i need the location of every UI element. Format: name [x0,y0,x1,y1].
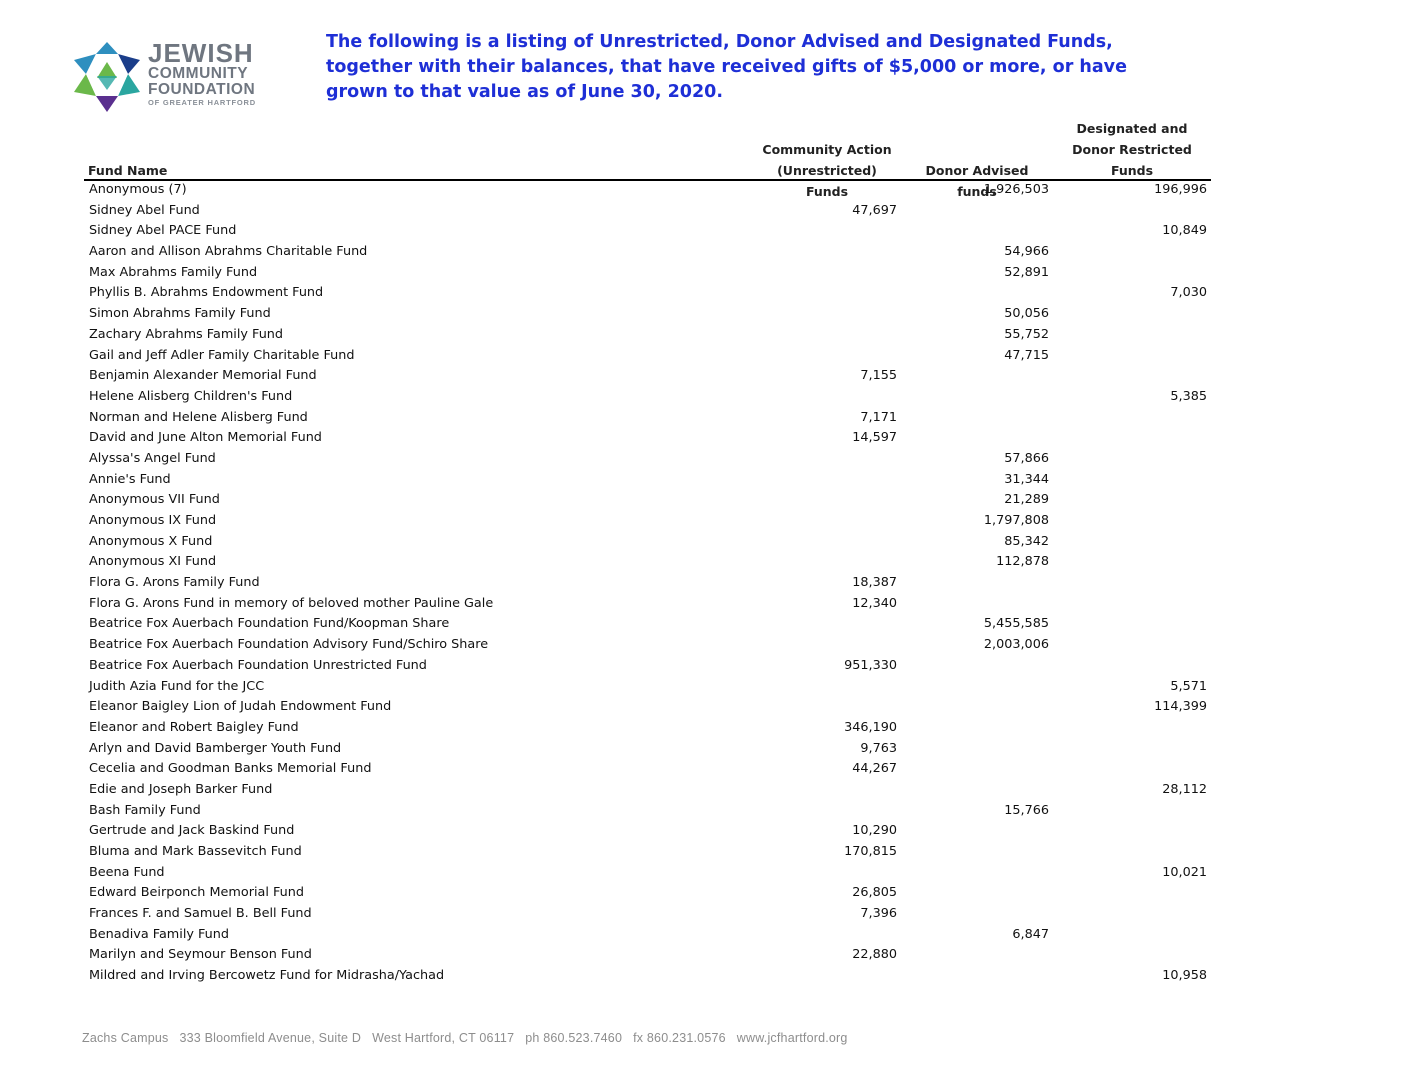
table-row [0,449,1408,470]
fund-name-cell: Helene Alisberg Children's Fund [89,388,293,404]
designated-cell: 28,112 [1162,781,1207,797]
table-row [0,718,1408,739]
table-row [0,759,1408,780]
community-action-cell: 14,597 [852,430,897,446]
table-row [0,925,1408,946]
table-row [0,532,1408,553]
fund-name-cell: Zachary Abrahms Family Fund [89,326,284,342]
designated-cell: 10,849 [1162,223,1207,239]
fund-name-cell: Judith Azia Fund for the JCC [89,678,265,694]
designated-cell: 5,571 [1170,678,1207,694]
fund-name-cell: Sidney Abel Fund [89,202,200,218]
donor-advised-cell: 15,766 [1004,802,1049,818]
community-action-cell: 7,396 [860,906,897,922]
column-header-designated [1066,118,1198,181]
fund-name-cell: Max Abrahms Family Fund [89,264,258,280]
community-action-cell: 18,387 [852,575,897,591]
table-row [0,656,1408,677]
fund-name-cell: Flora G. Arons Family Fund [89,575,260,591]
column-header-community-line1: Community Action [762,142,892,157]
designated-cell: 5,385 [1170,388,1207,404]
donor-advised-cell: 57,866 [1004,450,1049,466]
table-row [0,242,1408,263]
donor-advised-cell: 85,342 [1004,533,1049,549]
donor-advised-cell: 1,797,808 [983,513,1049,528]
fund-name-cell: Annie's Fund [89,471,171,487]
fund-name-cell: Bluma and Mark Bassevitch Fund [89,844,302,859]
logo-line-foundation: FOUNDATION [148,81,256,98]
logo-wordmark [148,40,256,108]
fund-name-cell: Sidney Abel PACE Fund [89,223,237,239]
table-row [0,966,1408,987]
fund-name-cell: Anonymous IX Fund [89,513,217,528]
intro-heading: The following is a listing of Unrestricted, Donor Advised and Designated Funds, together with their balances, that have received gifts of $5,000 or more, or have grown to that value as of June 30, 2020. [326,32,1127,102]
designated-cell: 10,958 [1162,968,1207,984]
table-row [0,904,1408,925]
donor-advised-cell: 112,878 [996,554,1049,570]
fund-name-cell: Gail and Jeff Adler Family Charitable Fund [89,347,355,363]
donor-advised-cell: 50,056 [1004,306,1049,322]
fund-name-cell: Benadiva Family Fund [89,926,230,942]
table-row [0,594,1408,615]
table-row [0,697,1408,718]
logo-line-jewish: JEWISH [148,38,254,68]
column-header-designated-line2: Donor Restricted [1072,142,1192,157]
table-row [0,387,1408,408]
table-row [0,863,1408,884]
fund-name-cell: Beatrice Fox Auerbach Foundation Unrestricted Fund [89,657,427,673]
column-header-fund-name: Fund Name [88,163,168,178]
table-row [0,552,1408,573]
table-row [0,842,1408,863]
table-row [0,635,1408,656]
logo-line-community: COMMUNITY [148,65,249,82]
community-action-cell: 170,815 [844,844,897,859]
donor-advised-cell: 21,289 [1004,492,1049,508]
designated-cell: 196,996 [1154,182,1207,197]
community-action-cell: 10,290 [852,823,897,839]
donor-advised-cell: 6,847 [1012,926,1049,942]
table-row [0,614,1408,635]
fund-name-cell: Edward Beirponch Memorial Fund [89,885,304,901]
fund-name-cell: Benjamin Alexander Memorial Fund [89,368,317,384]
star-of-david-logo-icon [70,40,144,114]
table-row [0,201,1408,222]
fund-name-cell: Beena Fund [89,864,165,880]
funds-table-body [0,180,1408,987]
designated-cell: 7,030 [1170,285,1207,301]
fund-name-cell: Aaron and Allison Abrahms Charitable Fund [89,244,368,260]
community-action-cell: 47,697 [852,202,897,218]
column-header-community-line2: (Unrestricted) Funds [777,163,877,199]
fund-name-cell: Marilyn and Seymour Benson Fund [89,947,312,963]
donor-advised-cell: 55,752 [1004,326,1049,342]
table-row [0,428,1408,449]
community-action-cell: 44,267 [852,761,897,777]
table-row [0,821,1408,842]
table-row [0,945,1408,966]
fund-name-cell: Simon Abrahms Family Fund [89,306,271,322]
fund-name-cell: Flora G. Arons Fund in memory of beloved mother Pauline Gale [89,595,494,611]
fund-name-cell: Frances F. and Samuel B. Bell Fund [89,906,312,922]
fund-name-cell: Bash Family Fund [89,802,201,818]
fund-name-cell: Arlyn and David Bamberger Youth Fund [89,740,342,756]
designated-cell: 114,399 [1154,699,1207,715]
footer-address: Zachs Campus 333 Bloomfield Avenue, Suite D West Hartford, CT 06117 ph 860.523.7460 fx 860.231.0576 www.jcfhartford.org [82,1031,848,1045]
fund-name-cell: Norman and Helene Alisberg Fund [89,409,308,425]
fund-name-cell: Eleanor Baigley Lion of Judah Endowment Fund [89,699,392,715]
table-row [0,511,1408,532]
fund-name-cell: Cecelia and Goodman Banks Memorial Fund [89,761,372,777]
table-row [0,180,1408,201]
donor-advised-cell: 5,455,585 [983,616,1049,632]
fund-name-cell: Alyssa's Angel Fund [89,450,216,466]
fund-name-cell: Eleanor and Robert Baigley Fund [89,719,299,735]
table-row [0,283,1408,304]
fund-name-cell: David and June Alton Memorial Fund [89,430,322,446]
column-header-donor-advised: Donor Advised funds [925,163,1029,199]
table-row [0,490,1408,511]
fund-name-cell: Anonymous XI Fund [89,554,217,570]
table-row [0,677,1408,698]
logo-line-hartford: OF GREATER HARTFORD [148,98,256,107]
table-row [0,304,1408,325]
table-row [0,780,1408,801]
table-row [0,346,1408,367]
community-action-cell: 22,880 [852,947,897,963]
table-row [0,739,1408,760]
donor-advised-cell: 52,891 [1004,264,1049,280]
donor-advised-cell: 47,715 [1004,347,1049,363]
fund-name-cell: Gertrude and Jack Baskind Fund [89,823,295,839]
table-row [0,408,1408,429]
fund-name-cell: Anonymous X Fund [89,533,213,549]
table-row [0,263,1408,284]
column-header-designated-line1: Designated and [1076,121,1188,136]
fund-name-cell: Beatrice Fox Auerbach Foundation Advisory Fund/Schiro Share [89,637,489,653]
donor-advised-cell: 54,966 [1004,244,1049,260]
table-row [0,221,1408,242]
donor-advised-cell: 2,003,006 [983,637,1049,653]
fund-name-cell: Phyllis B. Abrahms Endowment Fund [89,285,324,301]
table-row [0,883,1408,904]
donor-advised-cell: 1,926,503 [983,182,1049,197]
donor-advised-cell: 31,344 [1004,471,1049,487]
table-row [0,573,1408,594]
fund-name-cell: Anonymous (7) [89,182,187,197]
community-action-cell: 7,171 [860,409,897,425]
foundation-logo [70,36,270,116]
community-action-cell: 951,330 [844,657,897,673]
fund-name-cell: Anonymous VII Fund [89,492,220,508]
community-action-cell: 26,805 [852,885,897,901]
community-action-cell: 7,155 [860,368,897,384]
designated-cell: 10,021 [1162,864,1207,880]
fund-name-cell: Edie and Joseph Barker Fund [89,781,273,797]
table-row [0,366,1408,387]
community-action-cell: 9,763 [860,740,897,756]
community-action-cell: 346,190 [844,719,897,735]
table-row [0,801,1408,822]
community-action-cell: 12,340 [852,595,897,611]
table-row [0,470,1408,491]
fund-name-cell: Mildred and Irving Bercowetz Fund for Midrasha/Yachad [89,968,445,984]
column-header-designated-line3: Funds [1110,163,1154,178]
fund-name-cell: Beatrice Fox Auerbach Foundation Fund/Koopman Share [89,616,450,632]
table-row [0,325,1408,346]
